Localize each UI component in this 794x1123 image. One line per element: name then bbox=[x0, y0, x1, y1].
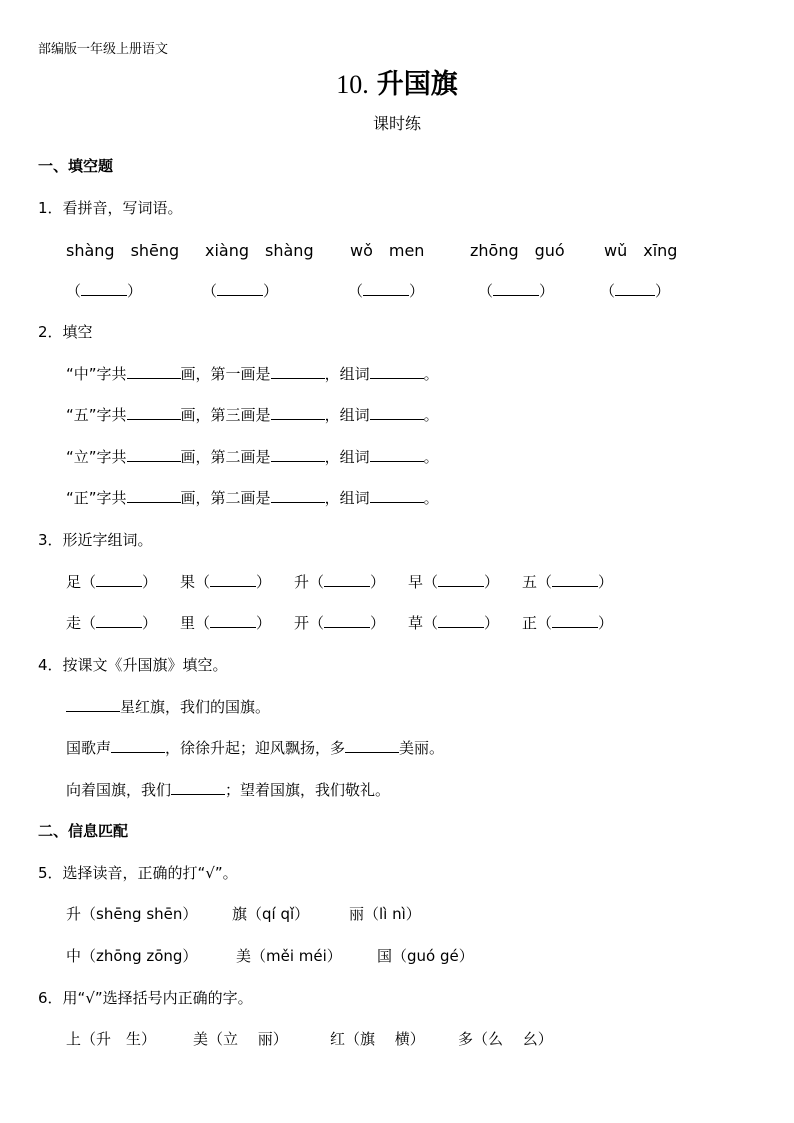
blank[interactable] bbox=[370, 447, 424, 462]
paren-close: ） bbox=[598, 614, 614, 632]
character-choice[interactable]: 多（么 幺） bbox=[458, 1030, 553, 1048]
paren-close: ） bbox=[484, 614, 500, 632]
blank[interactable] bbox=[552, 613, 598, 628]
row-text: 。 bbox=[423, 489, 439, 507]
answer-blank-3[interactable] bbox=[348, 280, 424, 301]
blank[interactable] bbox=[324, 572, 370, 587]
fill-row bbox=[66, 404, 439, 425]
fill-row bbox=[66, 487, 439, 508]
blank[interactable] bbox=[370, 364, 424, 379]
row-text: “五”字共 bbox=[66, 406, 127, 424]
pronunciation-choice[interactable]: 国（guó gé） bbox=[377, 947, 474, 965]
row-text: 。 bbox=[423, 365, 439, 383]
blank[interactable] bbox=[66, 697, 120, 712]
char-label: 草（ bbox=[408, 614, 439, 632]
pronunciation-choice[interactable]: 中（zhōng zōng） bbox=[66, 947, 198, 965]
row-text: ，组词 bbox=[324, 365, 370, 383]
blank[interactable] bbox=[127, 405, 181, 420]
answer-blank-1[interactable] bbox=[66, 280, 142, 301]
blank[interactable] bbox=[493, 281, 539, 296]
paren-open: （ bbox=[66, 282, 82, 300]
pinyin-4: zhōng guó bbox=[470, 241, 565, 260]
page-title bbox=[0, 62, 794, 101]
fill-row bbox=[66, 363, 439, 384]
paren-close: ） bbox=[127, 282, 143, 300]
paren-close: ） bbox=[370, 614, 386, 632]
paren-open: （ bbox=[202, 282, 218, 300]
paren-close: ） bbox=[256, 614, 272, 632]
paren-close: ） bbox=[484, 573, 500, 591]
blank[interactable] bbox=[210, 613, 256, 628]
blank[interactable] bbox=[127, 488, 181, 503]
line-text: 星红旗，我们的国旗。 bbox=[120, 698, 271, 716]
blank[interactable] bbox=[438, 613, 484, 628]
blank[interactable] bbox=[370, 488, 424, 503]
word-blank[interactable] bbox=[180, 571, 271, 592]
row-text: 。 bbox=[423, 448, 439, 466]
page-subtitle: 课时练 bbox=[372, 114, 421, 133]
question-4-prompt: 4．按课文《升国旗》填空。 bbox=[38, 656, 228, 674]
line-text: 美丽。 bbox=[399, 739, 445, 757]
pronunciation-choice[interactable]: 升（shēng shēn） bbox=[66, 905, 198, 923]
blank[interactable] bbox=[271, 364, 325, 379]
blank[interactable] bbox=[217, 281, 263, 296]
lesson-title: 升国旗 bbox=[376, 69, 458, 100]
paren-close: ） bbox=[142, 573, 158, 591]
row-text: “立”字共 bbox=[66, 448, 127, 466]
blank[interactable] bbox=[345, 738, 399, 753]
row-text: ，组词 bbox=[324, 406, 370, 424]
pinyin-5: wǔ xīng bbox=[604, 241, 678, 260]
blank[interactable] bbox=[324, 613, 370, 628]
paren-open: （ bbox=[478, 282, 494, 300]
section-heading-matching: 二、信息匹配 bbox=[38, 822, 129, 840]
pronunciation-choice[interactable]: 旗（qí qǐ） bbox=[232, 905, 310, 923]
answer-blank-2[interactable] bbox=[202, 280, 278, 301]
question-5-prompt: 5．选择读音，正确的打“√”。 bbox=[38, 864, 238, 882]
blank[interactable] bbox=[127, 447, 181, 462]
row-text: 画，第二画是 bbox=[180, 489, 271, 507]
row-text: 。 bbox=[423, 406, 439, 424]
character-choice[interactable]: 红（旗 横） bbox=[330, 1030, 425, 1048]
question-2-prompt: 2．填空 bbox=[38, 323, 93, 341]
question-3-prompt: 3．形近字组词。 bbox=[38, 531, 153, 549]
text-line bbox=[66, 779, 390, 800]
pronunciation-choice[interactable]: 美（měi méi） bbox=[236, 947, 342, 965]
header-note: 部编版一年级上册语文 bbox=[38, 42, 169, 57]
word-blank[interactable] bbox=[66, 571, 157, 592]
paren-open: （ bbox=[600, 282, 616, 300]
row-text: 画，第一画是 bbox=[180, 365, 271, 383]
paren-open: （ bbox=[348, 282, 364, 300]
line-text: 国歌声 bbox=[66, 739, 112, 757]
row-text: “正”字共 bbox=[66, 489, 127, 507]
pinyin-1: shàng shēng bbox=[66, 241, 180, 260]
paren-close: ） bbox=[539, 282, 555, 300]
paren-close: ） bbox=[256, 573, 272, 591]
fill-row bbox=[66, 446, 439, 467]
char-label: 足（ bbox=[66, 573, 97, 591]
character-choice[interactable]: 美（立 丽） bbox=[193, 1030, 288, 1048]
char-label: 早（ bbox=[408, 573, 439, 591]
word-blank[interactable] bbox=[66, 612, 157, 633]
word-blank[interactable] bbox=[408, 571, 499, 592]
blank[interactable] bbox=[81, 281, 127, 296]
paren-close: ） bbox=[598, 573, 614, 591]
blank[interactable] bbox=[271, 488, 325, 503]
blank[interactable] bbox=[96, 613, 142, 628]
paren-close: ） bbox=[142, 614, 158, 632]
lesson-number: 10. bbox=[336, 70, 369, 99]
answer-blank-5[interactable] bbox=[600, 280, 670, 301]
blank[interactable] bbox=[438, 572, 484, 587]
word-blank[interactable] bbox=[522, 571, 613, 592]
blank[interactable] bbox=[271, 447, 325, 462]
text-line bbox=[66, 737, 444, 758]
blank[interactable] bbox=[370, 405, 424, 420]
word-blank[interactable] bbox=[408, 612, 499, 633]
char-label: 正（ bbox=[522, 614, 553, 632]
row-text: 画，第三画是 bbox=[180, 406, 271, 424]
row-text: 画，第二画是 bbox=[180, 448, 271, 466]
section-heading-fill-blank: 一、填空题 bbox=[38, 157, 114, 175]
word-blank[interactable] bbox=[522, 612, 613, 633]
line-text: 向着国旗，我们 bbox=[66, 781, 172, 799]
char-label: 五（ bbox=[522, 573, 553, 591]
paren-close: ） bbox=[655, 282, 671, 300]
word-blank[interactable] bbox=[180, 612, 271, 633]
answer-blank-4[interactable] bbox=[478, 280, 554, 301]
blank[interactable] bbox=[210, 572, 256, 587]
line-text: ，徐徐升起；迎风飘扬，多 bbox=[165, 739, 346, 757]
pinyin-3: wǒ men bbox=[350, 241, 425, 260]
question-1-prompt: 1．看拼音，写词语。 bbox=[38, 199, 183, 217]
row-text: ，组词 bbox=[324, 448, 370, 466]
word-blank[interactable] bbox=[294, 571, 385, 592]
char-label: 走（ bbox=[66, 614, 97, 632]
paren-close: ） bbox=[409, 282, 425, 300]
question-6-prompt: 6．用“√”选择括号内正确的字。 bbox=[38, 989, 253, 1007]
char-label: 升（ bbox=[294, 573, 325, 591]
blank[interactable] bbox=[615, 281, 655, 296]
text-line bbox=[66, 696, 270, 717]
pinyin-2: xiàng shàng bbox=[205, 241, 314, 260]
blank[interactable] bbox=[111, 738, 165, 753]
row-text: ，组词 bbox=[324, 489, 370, 507]
blank[interactable] bbox=[552, 572, 598, 587]
row-text: “中”字共 bbox=[66, 365, 127, 383]
word-blank[interactable] bbox=[294, 612, 385, 633]
char-label: 果（ bbox=[180, 573, 211, 591]
char-label: 里（ bbox=[180, 614, 211, 632]
char-label: 开（ bbox=[294, 614, 325, 632]
line-text: ；望着国旗，我们敬礼。 bbox=[225, 781, 391, 799]
pronunciation-choice[interactable]: 丽（lì nì） bbox=[349, 905, 421, 923]
blank[interactable] bbox=[127, 364, 181, 379]
blank[interactable] bbox=[271, 405, 325, 420]
paren-close: ） bbox=[370, 573, 386, 591]
blank[interactable] bbox=[171, 780, 225, 795]
blank[interactable] bbox=[363, 281, 409, 296]
blank[interactable] bbox=[96, 572, 142, 587]
character-choice[interactable]: 上（升 生） bbox=[66, 1030, 157, 1048]
paren-close: ） bbox=[263, 282, 279, 300]
